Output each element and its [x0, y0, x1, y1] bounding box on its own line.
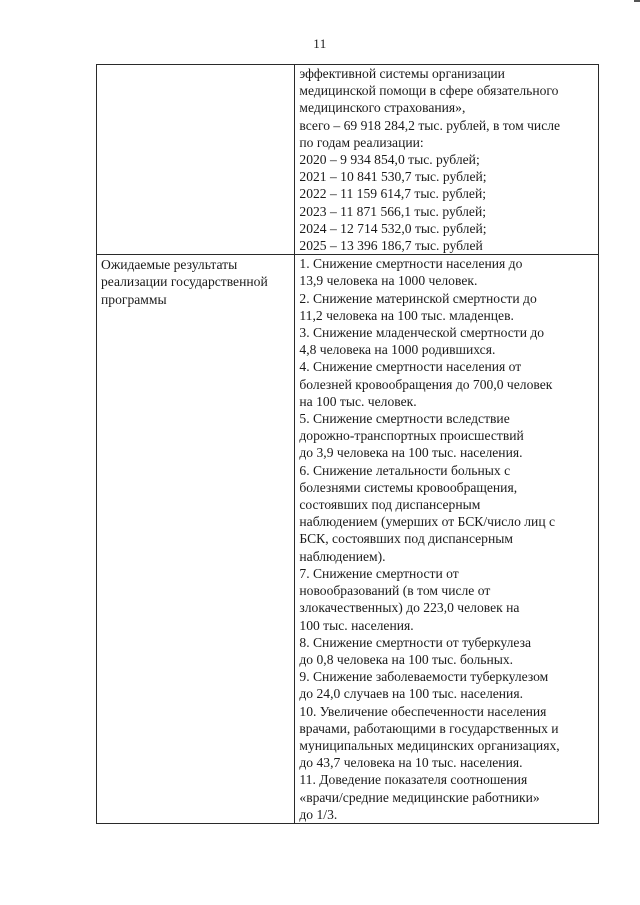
result-line: 13,9 человека на 1000 человек. — [299, 273, 478, 289]
result-line: болезнями системы кровообращения, — [299, 479, 518, 495]
result-line: БСК, состоявших под диспансерным — [299, 531, 513, 547]
text-line: эффективной системы организации — [299, 66, 505, 81]
result-line: «врачи/средние медицинские работники» — [299, 789, 540, 805]
text-line: всего – 69 918 284,2 тыс. рублей, в том числе — [299, 117, 561, 133]
result-line: на 100 тыс. человек. — [299, 393, 417, 409]
text-line: медицинской помощи в сфере обязательного — [299, 83, 559, 99]
result-line: до 3,9 человека на 100 тыс. населения. — [299, 445, 523, 461]
result-line: до 0,8 человека на 100 тыс. больных. — [299, 651, 514, 667]
result-line: злокачественных) до 223,0 человек на — [299, 600, 520, 616]
cell-expected-results-list — [295, 255, 599, 824]
text-line-year-2021: 2021 – 10 841 530,7 тыс. рублей; — [299, 169, 487, 185]
label-line: программы — [101, 291, 167, 307]
result-line: дорожно-транспортных происшествий — [299, 428, 524, 444]
result-line: состоявших под диспансерным — [299, 497, 481, 513]
result-line: 7. Снижение смертности от — [299, 565, 459, 581]
result-line: 4,8 человека на 1000 родившихся. — [299, 342, 496, 358]
result-line: 100 тыс. населения. — [299, 617, 414, 633]
text-line-year-2024: 2024 – 12 714 532,0 тыс. рублей; — [299, 220, 487, 236]
result-line: муниципальных медицинских организациях, — [299, 737, 560, 753]
table-row-funding — [97, 65, 599, 255]
text-line-year-2025: 2025 – 13 396 186,7 тыс. рублей — [299, 238, 483, 254]
result-line: 8. Снижение смертности от туберкулеза — [299, 634, 532, 650]
cell-left-empty — [97, 65, 295, 255]
program-passport-table — [96, 64, 599, 824]
result-line: 9. Снижение заболеваемости туберкулезом — [299, 669, 549, 685]
page-number: 11 — [313, 36, 327, 51]
text-line-year-2022: 2022 – 11 159 614,7 тыс. рублей; — [299, 186, 487, 202]
result-line: до 43,7 человека на 10 тыс. населения. — [299, 755, 523, 771]
result-line: наблюдением). — [299, 548, 386, 564]
result-line: врачами, работающими в государственных и — [299, 720, 559, 736]
result-line: 10. Увеличение обеспеченности населения — [299, 703, 547, 719]
result-line: 11,2 человека на 100 тыс. младенцев. — [299, 307, 514, 323]
result-line: 11. Доведение показателя соотношения — [299, 772, 528, 788]
table-row-expected-results — [97, 255, 599, 824]
result-line: 5. Снижение смертности вследствие — [299, 411, 510, 427]
result-line: 3. Снижение младенческой смертности до — [299, 325, 545, 341]
scan-corner-mark — [634, 0, 640, 2]
text-line-year-2023: 2023 – 11 871 566,1 тыс. рублей; — [299, 203, 487, 219]
label-line: реализации государственной — [101, 274, 268, 290]
cell-funding-text — [295, 65, 599, 255]
result-line: новообразований (в том числе от — [299, 583, 491, 599]
result-line: 1. Снижение смертности населения до — [299, 256, 523, 272]
result-line: 4. Снижение смертности населения от — [299, 359, 522, 375]
text-line: по годам реализации: — [299, 134, 424, 150]
text-line: медицинского страхования», — [299, 100, 466, 116]
label-line: Ожидаемые результаты — [101, 257, 238, 273]
result-line: до 24,0 случаев на 100 тыс. населения. — [299, 686, 523, 702]
cell-expected-results-label — [97, 255, 295, 824]
text-line-year-2020: 2020 – 9 934 854,0 тыс. рублей; — [299, 152, 480, 168]
result-line: болезней кровообращения до 700,0 человек — [299, 376, 553, 392]
result-line: 2. Снижение материнской смертности до — [299, 290, 537, 306]
result-line: до 1/3. — [299, 806, 338, 822]
result-line: наблюдением (умерших от БСК/число лиц с — [299, 514, 556, 530]
result-line: 6. Снижение летальности больных с — [299, 462, 511, 478]
